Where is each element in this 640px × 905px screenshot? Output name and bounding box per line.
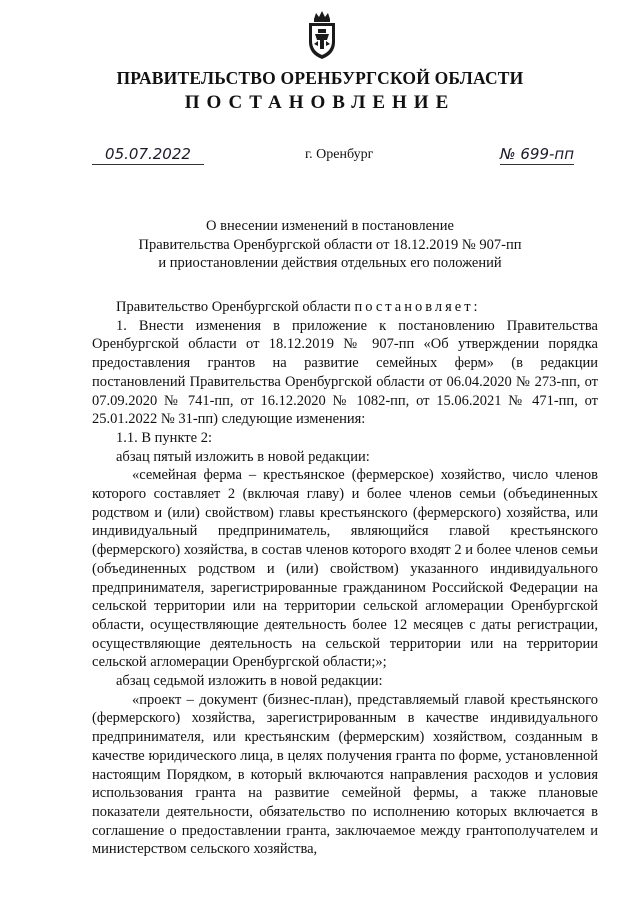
document-subject	[60, 217, 600, 273]
coat-of-arms-icon	[303, 10, 341, 60]
subject-line: и приостановлении действия отдельных его положений	[158, 255, 502, 271]
paragraph: абзац седьмой изложить в новой редакции:	[116, 673, 383, 690]
subject-line: Правительства Оренбургской области от 18.12.2019 № 907-пп	[138, 236, 522, 253]
document-date: 05.07.2022	[92, 145, 204, 165]
quoted-paragraph: «проект – документ (бизнес-план), представляемый главой крестьянского (фермерского) хозяйства, зарегистрированным в качестве индивидуального предпринимателя, или крестьянским (фермерским) хозяйством, созданным в качестве юридического лица, в целях получения гранта по форме, установленной настоящим Порядком, в который включаются направления расходов и условия использования гранта на развитие семейной фермы, а также плановые показатели деятельности, обязательство по исполнению которых включается в соглашение о предоставлении гранта, заключаемое между грантополучателем и министерством сельского хозяйства,	[92, 691, 598, 858]
intro-prefix: Правительство Оренбургской области	[116, 299, 351, 315]
paragraph: абзац пятый изложить в новой редакции:	[116, 448, 370, 465]
paragraph: 1. Внести изменения в приложение к постановлению Правительства Оренбургской области от 18.12.2019 № 907-пп «Об утверждении порядка предоставления грантов на развитие семейных ферм» (в редакции постановлений Правительства Оренбургской области от 06.04.2020 № 273-пп, от 07.09.2020 № 741-пп, от 16.12.2020 № 1082-пп, от 15.06.2021 № 471-пп, от 25.01.2022 № 31-пп) следующие изменения:	[92, 317, 598, 428]
paragraph: 1.1. В пункте 2:	[116, 429, 212, 446]
document-meta-row	[0, 143, 640, 169]
government-name: ПРАВИТЕЛЬСТВО ОРЕНБУРГСКОЙ ОБЛАСТИ	[116, 68, 524, 88]
quoted-paragraph: «семейная ферма – крестьянское (фермерское) хозяйство, число членов которого составляет 2 (включая главу) и более членов семьи (объединенных родством и (или) свойством) главы крестьянского (фермерского) хозяйства, или индивидуальный предприниматель, являющийся главой крестьянского (фермерского) хозяйства, в состав членов которого входят 2 и более членов семьи (объединенных родством и (или) свойством) указанного индивидуального предпринимателя, зарегистрированные гражданином Российской Федерации на сельской территории или на территории сельской агломерации Оренбургской области, осуществляющие деятельность более 12 месяцев с даты регистрации, осуществляющие деятельность на сельской территории или на территории сельской агломерации Оренбургской области;»;	[92, 467, 598, 671]
intro-paragraph	[92, 298, 598, 317]
document-body	[92, 298, 598, 859]
document-city: г. Оренбург	[305, 147, 374, 162]
document-number: № 699-пп	[500, 145, 575, 163]
intro-resolves: постановляет:	[354, 299, 481, 315]
subject-line: О внесении изменений в постановление	[206, 218, 454, 234]
document-type-title: ПОСТАНОВЛЕНИЕ	[184, 92, 456, 113]
